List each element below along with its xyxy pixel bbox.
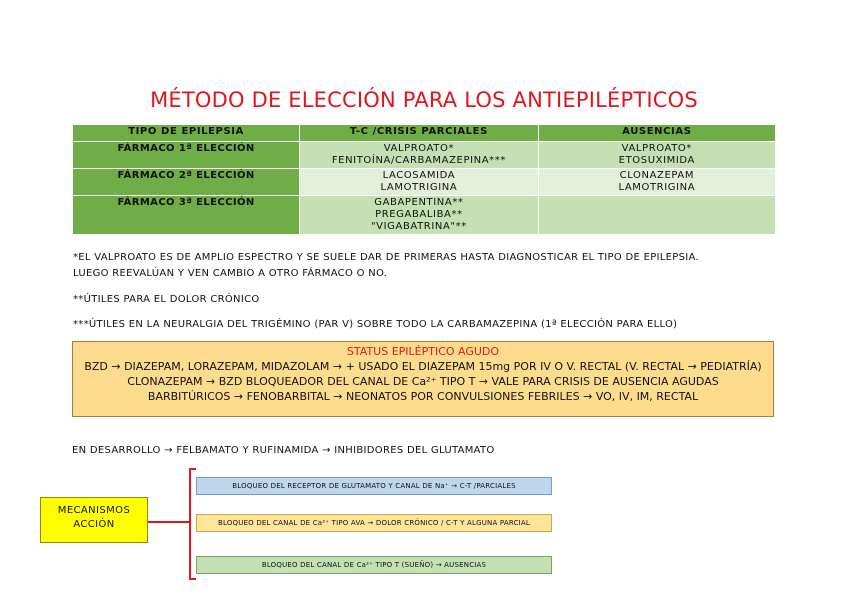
mechanism-item-ca-ava: BLOQUEO DEL CANAL DE Ca²⁺ TIPO AVA → DOLOR CRÓNICO / C-T Y ALGUNA PARCIAL [196, 514, 552, 532]
row-label: FÁRMACO 2ª ELECCIÓN [73, 169, 300, 196]
table-cell [538, 142, 775, 169]
drug-item: PREGABALIBA** [375, 209, 463, 220]
note-dolor-cronico: **ÚTILES PARA EL DOLOR CRÓNICO [73, 294, 260, 305]
mechanism-item-ca-t: BLOQUEO DEL CANAL DE Ca²⁺ TIPO T (SUEÑO) → AUSENCIAS [196, 556, 552, 574]
mechanisms-label [40, 497, 148, 543]
drug-item: VALPROATO* [383, 143, 455, 154]
mechanism-item-glutamate: BLOQUEO DEL RECEPTOR DE GLUTAMATO Y CANAL DE Na⁺ → C-T /PARCIALES [196, 477, 552, 495]
header-tipo: TIPO DE EPILEPSIA [73, 125, 300, 142]
status-title: STATUS EPILÉPTICO AGUDO [346, 345, 500, 358]
note-valproato [73, 250, 699, 282]
table-cell-empty [538, 196, 775, 235]
table-cell [300, 142, 539, 169]
drug-item: VALPROATO* [621, 143, 692, 154]
drug-item: LAMOTRIGINA [618, 182, 696, 193]
drug-item: ETOSUXIMIDA [618, 155, 695, 166]
note-line: *EL VALPROATO ES DE AMPLIO ESPECTRO Y SE SUELE DAR DE PRIMERAS HASTA DIAGNOSTICAR EL TIPO DE EPILEPSIA. [73, 252, 699, 263]
development-note: EN DESARROLLO → FELBAMATO Y RUFINAMIDA → INHIBIDORES DEL GLUTAMATO [72, 445, 495, 456]
status-line: BARBITÚRICOS → FENOBARBITAL → NEONATOS POR CONVULSIONES FEBRILES → VO, IV, IM, RECTAL [147, 390, 699, 403]
note-neuralgia: ***ÚTILES EN LA NEURALGIA DEL TRIGÉMINO (PAR V) SOBRE TODO LA CARBAMAZEPINA (1ª ELECCIÓN PARA ELLO) [73, 319, 678, 330]
bracket-connector [148, 521, 190, 523]
status-line: CLONAZEPAM → BZD BLOQUEADOR DEL CANAL DE Ca²⁺ TIPO T → VALE PARA CRISIS DE AUSENCIA AGUDAS [127, 375, 719, 388]
table-cell [538, 169, 775, 196]
table-cell [300, 196, 539, 235]
mech-label-line: ACCIÓN [73, 519, 115, 530]
bracket-tick [189, 468, 196, 470]
drug-item: FENITOÍNA/CARBAMAZEPINA*** [331, 155, 506, 166]
table-row [73, 196, 776, 235]
drug-item: GABAPENTINA** [374, 197, 464, 208]
header-ausencias: AUSENCIAS [538, 125, 775, 142]
row-label: FÁRMACO 3ª ELECCIÓN [73, 196, 300, 235]
drug-item: LAMOTRIGINA [380, 182, 458, 193]
table-row [73, 169, 776, 196]
mech-label-line: MECANISMOS [57, 505, 131, 516]
bracket-tick [189, 578, 196, 580]
table-cell [300, 169, 539, 196]
note-line: LUEGO REEVALÚAN Y VEN CAMBIO A OTRO FÁRMACO O NO. [73, 268, 388, 279]
status-line: BZD → DIAZEPAM, LORAZEPAM, MIDAZOLAM → + USADO EL DIAZEPAM 15mg POR IV O V. RECTAL (V. RECTAL → PEDIATRÍA) [84, 360, 762, 373]
table-header-row [73, 125, 776, 142]
drug-item: CLONAZEPAM [619, 170, 695, 181]
antiepileptic-table [72, 124, 776, 235]
row-label: FÁRMACO 1ª ELECCIÓN [73, 142, 300, 169]
drug-item: "VIGABATRINA"** [370, 221, 467, 232]
bracket-line [189, 468, 191, 580]
header-parciales: T-C /CRISIS PARCIALES [300, 125, 539, 142]
table-row [73, 142, 776, 169]
status-epileptico-box [72, 341, 774, 417]
drug-item: LACOSAMIDA [382, 170, 456, 181]
page-title: MÉTODO DE ELECCIÓN PARA LOS ANTIEPILÉPTICOS [150, 88, 698, 112]
